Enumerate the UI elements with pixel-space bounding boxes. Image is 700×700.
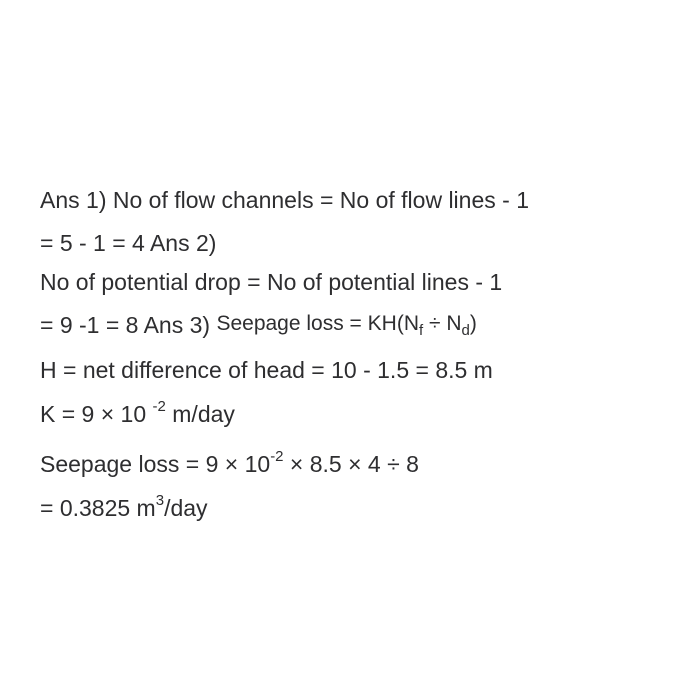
seepage-result-line xyxy=(40,494,208,526)
answer-2-line xyxy=(40,268,502,296)
subscript-f: f xyxy=(418,322,424,339)
seepage-formula-end: ) xyxy=(469,312,477,335)
permeability-unit: m/day xyxy=(165,401,235,427)
seepage-calc-line xyxy=(40,450,419,482)
seepage-result-value: = 0.3825 m xyxy=(40,495,156,521)
seepage-calc-exponent: -2 xyxy=(270,448,284,465)
seepage-result-unit: /day xyxy=(164,495,208,521)
permeability-text-start: K = 9 × 10 xyxy=(40,401,153,427)
answer-2-result-line xyxy=(40,311,477,343)
answer-document xyxy=(40,0,680,700)
head-difference-line xyxy=(40,356,493,384)
head-difference-text: H = net difference of head = 10 - 1.5 = 8.5 m xyxy=(40,357,493,383)
seepage-result-exponent: 3 xyxy=(155,492,165,509)
seepage-formula xyxy=(216,312,477,339)
permeability-line xyxy=(40,400,235,432)
subscript-d: d xyxy=(461,322,470,339)
answer-1-result-text: = 5 - 1 = 4 Ans 2) xyxy=(40,230,217,256)
seepage-calc-end: × 8.5 × 4 ÷ 8 xyxy=(283,451,419,477)
seepage-calc-start: Seepage loss = 9 × 10 xyxy=(40,451,271,477)
permeability-exponent: -2 xyxy=(152,398,166,415)
answer-1-line xyxy=(40,186,529,214)
answer-1-text: Ans 1) No of flow channels = No of flow lines - 1 xyxy=(40,187,529,213)
seepage-formula-start: Seepage loss = KH(N xyxy=(216,312,419,335)
answer-1-result-line xyxy=(40,229,216,257)
seepage-formula-divide: ÷ N xyxy=(423,312,462,335)
answer-2-text: No of potential drop = No of potential lines - 1 xyxy=(40,269,503,295)
answer-2-result-text: = 9 -1 = 8 Ans 3) xyxy=(40,312,211,338)
